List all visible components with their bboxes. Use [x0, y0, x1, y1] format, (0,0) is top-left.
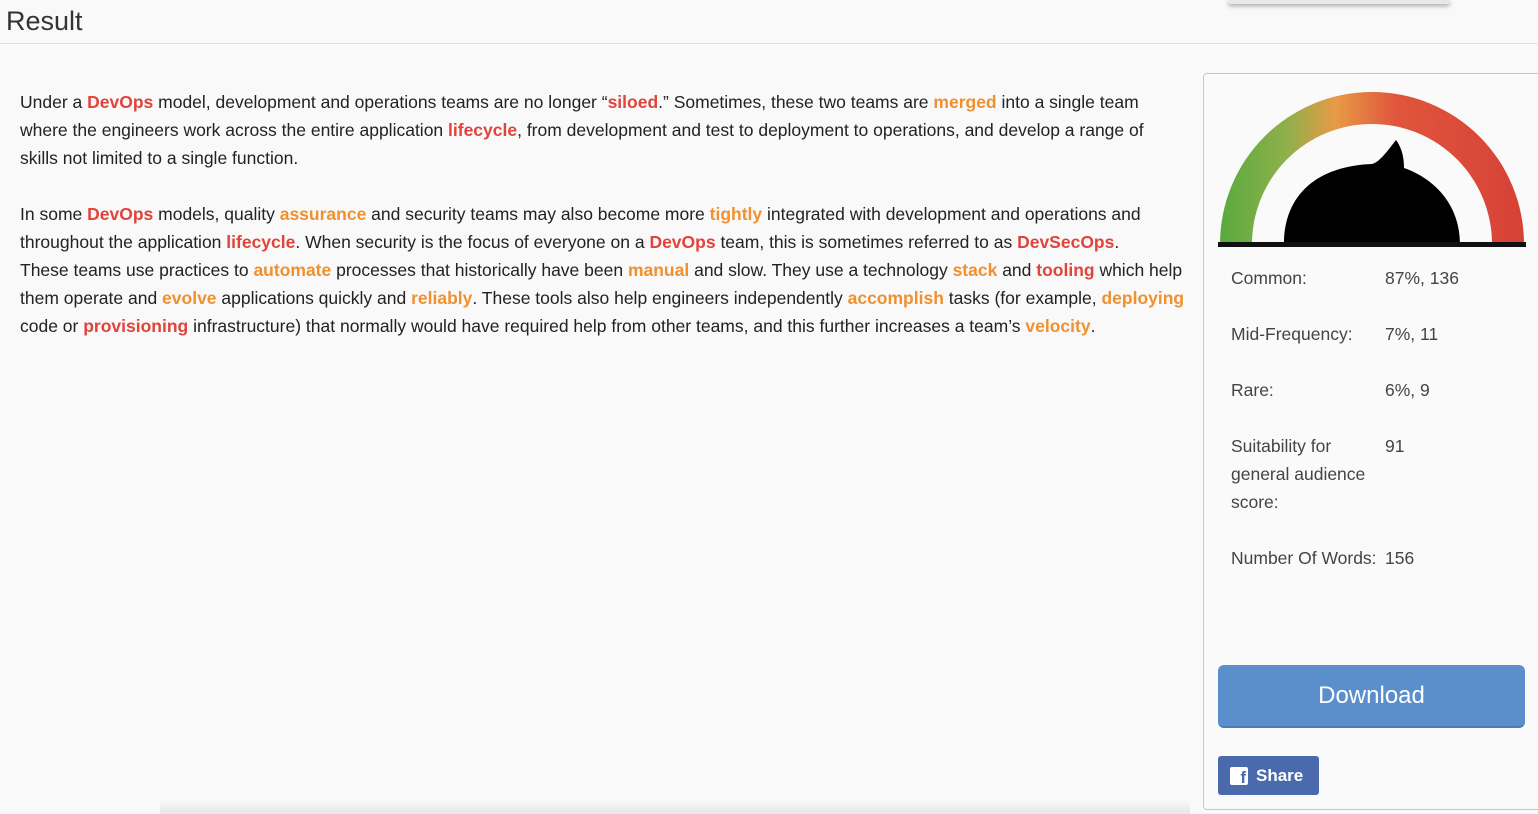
text-segment: .” Sometimes, these two teams are — [658, 92, 934, 112]
stat-label: Number Of Words: — [1231, 548, 1377, 568]
mid-frequency-word: deploying — [1101, 288, 1185, 308]
paragraph — [20, 200, 1185, 256]
stats-panel — [1203, 73, 1538, 810]
download-button[interactable]: Download — [1218, 665, 1525, 728]
stat-value: 91 — [1385, 436, 1405, 456]
rare-word: DevOps — [649, 232, 716, 252]
text-segment: applications quickly and — [216, 288, 412, 308]
rare-word: DevOps — [87, 204, 154, 224]
text-segment: In some — [20, 204, 88, 224]
result-header — [0, 0, 1538, 44]
text-segment: model, development and operations teams are no longer “ — [153, 92, 608, 112]
text-segment: . — [1090, 316, 1096, 336]
mid-frequency-word: automate — [253, 260, 332, 280]
stat-label: Common: — [1231, 268, 1307, 288]
stat-label: Suitability for general audience score: — [1231, 436, 1366, 512]
share-label: Share — [1256, 765, 1304, 785]
text-segment: processes that historically have been — [331, 260, 628, 280]
stat-row — [1231, 376, 1531, 404]
text-segment: tasks (for example, — [943, 288, 1102, 308]
paragraph — [20, 256, 1185, 340]
text-segment: . — [1114, 232, 1120, 252]
paragraph-gap — [20, 172, 1185, 200]
mid-frequency-word: merged — [933, 92, 997, 112]
facebook-icon — [1230, 767, 1248, 785]
stat-value: 6%, 9 — [1385, 380, 1430, 400]
text-segment: . When security is the focus of everyone on a — [295, 232, 650, 252]
text-segment: into a single team where the engineers work across the entire application — [20, 92, 1139, 140]
text-segment: and slow. They use a technology — [689, 260, 953, 280]
stat-label: Rare: — [1231, 380, 1274, 400]
rare-word: siloed — [607, 92, 659, 112]
mid-frequency-word: accomplish — [847, 288, 944, 308]
mid-frequency-word: tightly — [709, 204, 763, 224]
stat-row — [1231, 320, 1531, 348]
mid-frequency-word: manual — [627, 260, 690, 280]
text-segment: team, this is sometimes referred to as — [715, 232, 1018, 252]
text-segment: Under a — [20, 92, 88, 112]
rare-word: tooling — [1036, 260, 1095, 280]
result-text — [20, 88, 1185, 340]
rare-word: DevSecOps — [1017, 232, 1115, 252]
text-segment: , from development and test to deployment to operations, and develop a range of skills not limited to a single function. — [20, 120, 1144, 168]
stat-value: 87%, 136 — [1385, 268, 1459, 288]
rare-word: DevOps — [87, 92, 154, 112]
text-segment: which help them operate and — [20, 260, 1183, 308]
mid-frequency-word: velocity — [1025, 316, 1091, 336]
rare-word: provisioning — [83, 316, 189, 336]
mid-frequency-word: stack — [952, 260, 998, 280]
text-segment: These teams use practices to — [20, 260, 254, 280]
text-segment: and security teams may also become more — [366, 204, 710, 224]
text-segment: models, quality — [153, 204, 280, 224]
stat-value: 7%, 11 — [1385, 324, 1439, 344]
text-segment: . These tools also help engineers independently — [472, 288, 848, 308]
rare-word: lifecycle — [226, 232, 296, 252]
text-segment: and — [997, 260, 1037, 280]
mid-frequency-word: reliably — [411, 288, 473, 308]
text-segment: code or — [20, 316, 84, 336]
share-button[interactable] — [1218, 756, 1319, 795]
text-segment: integrated with development and operations and throughout the application — [20, 204, 1141, 252]
stat-row — [1231, 432, 1531, 516]
text-segment: infrastructure) that normally would have required help from other teams, and this further increases a team’s — [188, 316, 1026, 336]
gauge-baseline — [1218, 242, 1526, 247]
mid-frequency-word: assurance — [279, 204, 367, 224]
stat-label: Mid-Frequency: — [1231, 324, 1353, 344]
stats-list — [1231, 264, 1531, 600]
page-title: Result — [6, 6, 83, 36]
stat-row — [1231, 544, 1531, 572]
stat-value: 156 — [1385, 548, 1415, 568]
rare-word: lifecycle — [448, 120, 518, 140]
stat-row — [1231, 264, 1531, 292]
mid-frequency-word: evolve — [162, 288, 217, 308]
gauge-icon — [1218, 86, 1526, 250]
gauge-dial — [1284, 140, 1460, 244]
paragraph — [20, 88, 1185, 172]
